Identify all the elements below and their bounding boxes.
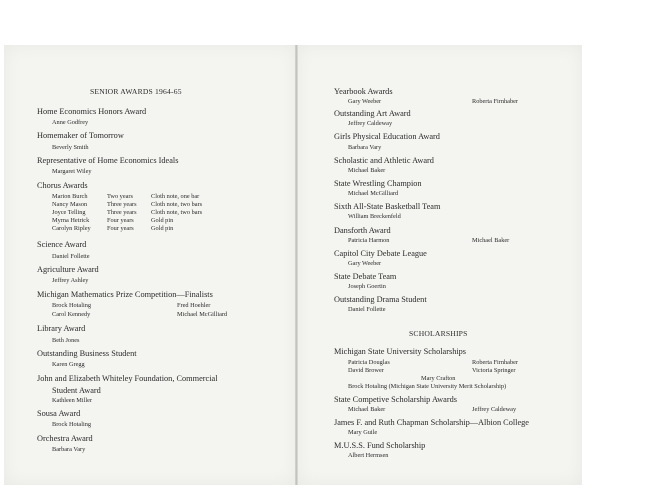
page-title: SENIOR AWARDS 1964-65 (90, 87, 182, 96)
award-heading: State Competive Scholarship Awards (334, 395, 457, 404)
award-heading-continued: Student Award (52, 386, 101, 395)
award-heading: Dansforth Award (334, 226, 391, 235)
award-heading: Outstanding Drama Student (334, 295, 427, 304)
finalist: Fred Hoehler (177, 302, 211, 309)
award-heading: Homemaker of Tomorrow (37, 131, 124, 140)
award-recipient: Beth Jones (52, 337, 80, 344)
award-heading: Yearbook Awards (334, 87, 393, 96)
chorus-years: Two years (107, 193, 133, 200)
finalist: Carol Kennedy (52, 311, 91, 318)
award-recipient: Daniel Follette (348, 306, 386, 313)
award-recipient: Daniel Follette (52, 253, 90, 260)
chorus-student: Myrna Hetrick (52, 217, 90, 224)
chorus-student: Carolyn Ripley (52, 225, 91, 232)
award-recipient: Mary Crafton (421, 375, 456, 382)
award-recipient: Brock Hotaling (52, 421, 91, 428)
award-heading: State Debate Team (334, 272, 397, 281)
finalist: Brock Hotaling (52, 302, 91, 309)
chorus-prize: Cloth note, two bars (151, 201, 203, 208)
award-recipient: Margaret Wiley (52, 168, 92, 175)
award-heading: Chorus Awards (37, 181, 88, 190)
award-heading: James F. and Ruth Chapman Scholarship—Albion College (334, 418, 529, 427)
chorus-years: Three years (107, 201, 137, 208)
award-recipient: Jeffrey Caldeway (472, 406, 517, 413)
award-recipient: Roberta Firnhaber (472, 98, 518, 105)
chorus-years: Four years (107, 217, 134, 224)
finalist: Michael McGilliard (177, 311, 228, 318)
chorus-student: Nancy Mason (52, 201, 88, 208)
award-recipient: Michael McGilliard (348, 190, 399, 197)
award-heading: Representative of Home Economics Ideals (37, 156, 179, 165)
chorus-prize: Gold pin (151, 217, 174, 224)
award-recipient: Jeffrey Caldeway (348, 120, 393, 127)
award-recipient: Roberta Firnhaber (472, 359, 518, 366)
award-heading: John and Elizabeth Whiteley Foundation, Commercial (37, 374, 218, 383)
award-recipient: Joseph Goertin (348, 283, 386, 290)
award-recipient: Barbara Vary (52, 446, 86, 453)
award-heading: Capitol City Debate League (334, 249, 427, 258)
chorus-prize: Gold pin (151, 225, 174, 232)
chorus-student: Marion Burch (52, 193, 88, 200)
award-recipient: Victoria Springer (472, 367, 516, 374)
award-recipient: Anne Godfrey (52, 119, 89, 126)
award-recipient: Beverly Smith (52, 144, 89, 151)
award-recipient: Michael Baker (348, 167, 386, 174)
award-recipient: Karen Gregg (52, 361, 85, 368)
award-heading: Library Award (37, 324, 86, 333)
award-recipient: Michael Baker (348, 406, 386, 413)
award-recipient: Patricia Douglas (348, 359, 390, 366)
award-recipient: Gary Weeber (348, 98, 382, 105)
award-heading: Girls Physical Education Award (334, 132, 440, 141)
award-heading: Sixth All-State Basketball Team (334, 202, 441, 211)
award-heading: Sousa Award (37, 409, 81, 418)
scholarships-heading: SCHOLARSHIPS (409, 329, 468, 338)
award-heading: Orchestra Award (37, 434, 93, 443)
award-heading: Science Award (37, 240, 87, 249)
chorus-years: Four years (107, 225, 134, 232)
award-recipient: David Brower (348, 367, 384, 374)
award-heading: State Wrestling Champion (334, 179, 422, 188)
award-heading: Home Economics Honors Award (37, 107, 147, 116)
award-heading: Michigan Mathematics Prize Competition—Finalists (37, 290, 213, 299)
award-recipient: Barbara Vary (348, 144, 382, 151)
chorus-prize: Cloth note, two bars (151, 209, 203, 216)
award-recipient: Michael Baker (472, 237, 510, 244)
award-heading: Michigan State University Scholarships (334, 347, 467, 356)
page-fold (295, 45, 298, 485)
chorus-prize: Cloth note, one bar (151, 193, 200, 200)
award-recipient: Kathleen Miller (52, 397, 93, 404)
award-recipient: Mary Guile (348, 429, 378, 436)
award-recipient: Albert Hermsen (348, 452, 389, 459)
award-heading: Scholastic and Athletic Award (334, 156, 434, 165)
award-heading: M.U.S.S. Fund Scholarship (334, 441, 426, 450)
award-recipient: Patricia Harmon (348, 237, 390, 244)
award-heading: Outstanding Art Award (334, 109, 411, 118)
award-recipient: Gary Weeber (348, 260, 382, 267)
award-recipient: Jeffrey Ashley (52, 277, 89, 284)
chorus-years: Three years (107, 209, 137, 216)
award-heading: Agriculture Award (37, 265, 99, 274)
award-heading: Outstanding Business Student (37, 349, 137, 358)
award-recipient: William Breckenfeld (348, 213, 401, 220)
chorus-student: Joyce Telling (52, 209, 86, 216)
award-recipient: Brock Hotaling (Michigan State University Merit Scholarship) (348, 383, 507, 390)
